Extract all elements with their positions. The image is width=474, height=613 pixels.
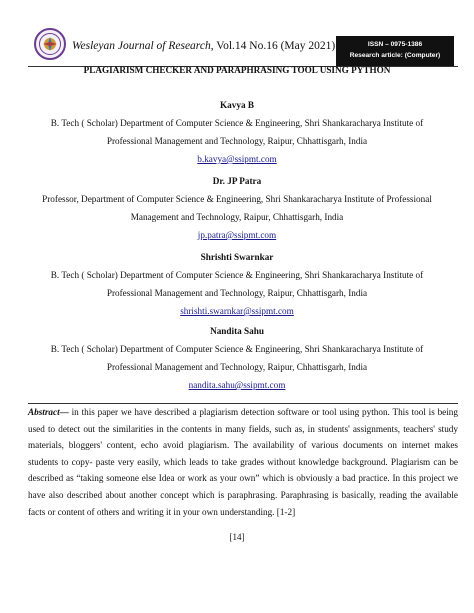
author-name: Dr. JP Patra <box>212 176 262 186</box>
author-email-link[interactable]: shrishti.swarnkar@ssipmt.com <box>180 306 294 316</box>
author-name: Nandita Sahu <box>210 326 264 336</box>
author-name: Kavya B <box>220 100 254 110</box>
university-seal-logo <box>34 28 66 60</box>
journal-citation <box>72 40 335 52</box>
author-block <box>0 172 474 244</box>
journal-name: Wesleyan Journal of Research <box>72 40 211 52</box>
author-affiliation-line: Professional Management and Technology, Raipur, Chhattisgarh, India <box>106 362 368 372</box>
author-affiliation-line: Professor, Department of Computer Science & Engineering, Shri Shankaracharya Institute of Professional <box>42 194 432 204</box>
author-affiliation-line: B. Tech ( Scholar) Department of Computer Science & Engineering, Shri Shankaracharya Institute of <box>50 118 424 128</box>
author-block <box>0 248 474 320</box>
author-name: Shrishti Swarnkar <box>200 252 274 262</box>
paper-title: PLAGIARISM CHECKER AND PARAPHRASING TOOL USING PYTHON <box>83 65 391 75</box>
abstract-paragraph <box>28 404 458 520</box>
author-block <box>0 322 474 394</box>
author-affiliation-line: Professional Management and Technology, Raipur, Chhattisgarh, India <box>106 136 368 146</box>
author-affiliation-line: Management and Technology, Raipur, Chhattisgarh, India <box>130 212 344 222</box>
author-email-link[interactable]: b.kavya@ssipmt.com <box>197 154 277 164</box>
author-email-link[interactable]: nandita.sahu@ssipmt.com <box>188 380 286 390</box>
journal-details: , Vol.14 No.16 (May 2021) <box>210 40 336 52</box>
article-type-text: Research article: (Computer) <box>349 52 441 59</box>
abstract-text: in this paper we have described a plagiarism detection software or tool using python. This tool is being used to detect out the similarities in the contents in many fields, such as, in students' assignments, teachers' study materials, bloggers' content, echo avoid plagiarism. The availability of various documents on internet makes students to copy- paste very easily, which leads to take grades without knowledge background. Plagiarism can be described as “taking someone else Idea or work as your own” which is obviously a bad practice. In this project we have also described about another concept which is paraphrasing. Paraphrasing is basically, reading the available facts or content of others and writing it in your own understanding. [1-2] <box>28 407 458 517</box>
page-number: [14] <box>229 532 245 542</box>
author-affiliation-line: B. Tech ( Scholar) Department of Computer Science & Engineering, Shri Shankaracharya Institute of <box>50 344 424 354</box>
author-affiliation-line: B. Tech ( Scholar) Department of Computer Science & Engineering, Shri Shankaracharya Institute of <box>50 270 424 280</box>
issn-text: ISSN – 0975-1386 <box>367 41 423 48</box>
issn-badge <box>336 36 454 66</box>
author-affiliation-line: Professional Management and Technology, Raipur, Chhattisgarh, India <box>106 288 368 298</box>
author-block <box>0 96 474 168</box>
page-header <box>34 28 454 62</box>
abstract-label: Abstract— <box>28 407 69 417</box>
author-email-link[interactable]: jp.patra@ssipmt.com <box>197 230 277 240</box>
